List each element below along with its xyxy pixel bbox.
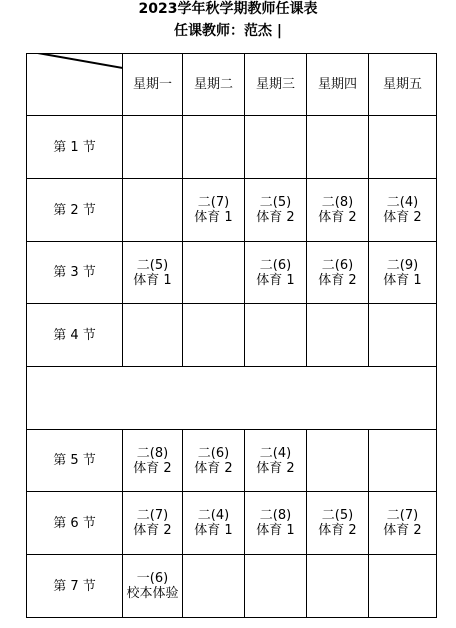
subject-name: 体育 2	[133, 460, 172, 476]
subject-name: 体育 1	[256, 523, 295, 538]
period-row	[27, 492, 437, 555]
day-header: 星期二	[183, 54, 245, 116]
period-label: 第 6 节	[27, 492, 123, 555]
class-cell	[245, 179, 307, 242]
class-cell	[307, 242, 369, 304]
corner-cell	[27, 54, 123, 116]
class-cell	[183, 492, 245, 555]
subject-name: 体育 1	[194, 210, 233, 225]
class-cell	[369, 555, 437, 618]
period-label: 第 7 节	[27, 555, 123, 618]
class-cell	[245, 430, 307, 492]
period-row	[27, 430, 437, 492]
subject-name: 体育 1	[383, 272, 422, 288]
class-cell	[245, 304, 307, 367]
class-name: 二(5)	[321, 508, 354, 523]
class-cell	[369, 304, 437, 367]
class-cell	[307, 430, 369, 492]
class-name: 二(4)	[197, 508, 230, 523]
class-cell	[245, 242, 307, 304]
diagonal-line	[27, 54, 123, 70]
teacher-name: 任课教师：范杰 |	[174, 23, 282, 39]
class-name: 二(8)	[259, 508, 292, 523]
class-name: 二(9)	[386, 257, 419, 273]
period-row	[27, 242, 437, 304]
subject-name: 体育 1	[133, 272, 172, 288]
class-name: 二(6)	[259, 257, 292, 273]
class-cell	[123, 242, 183, 304]
subject-name: 体育 2	[383, 523, 422, 538]
period-row	[27, 304, 437, 367]
class-cell	[245, 116, 307, 179]
day-header: 星期一	[123, 54, 183, 116]
break-cell	[27, 367, 437, 430]
subject-name: 体育 2	[318, 210, 357, 225]
class-cell	[183, 179, 245, 242]
break-row	[27, 367, 437, 430]
class-cell	[183, 304, 245, 367]
class-cell	[307, 304, 369, 367]
class-name: 二(7)	[136, 508, 169, 523]
class-name: 一(6)	[136, 571, 169, 586]
period-label: 第 5 节	[27, 430, 123, 492]
page-title: 2023学年秋学期教师任课表	[138, 1, 318, 17]
class-cell	[183, 555, 245, 618]
class-cell	[307, 492, 369, 555]
header-row	[27, 54, 437, 116]
subject-name: 体育 2	[256, 460, 295, 476]
class-cell	[369, 179, 437, 242]
class-name: 二(6)	[321, 257, 354, 273]
class-name: 二(6)	[197, 445, 230, 461]
period-row	[27, 116, 437, 179]
subject-name: 体育 1	[256, 272, 295, 288]
class-cell	[123, 116, 183, 179]
period-label: 第 4 节	[27, 304, 123, 367]
class-cell	[123, 555, 183, 618]
subject-name: 体育 2	[318, 523, 357, 538]
day-header: 星期四	[307, 54, 369, 116]
class-cell	[307, 555, 369, 618]
class-cell	[307, 179, 369, 242]
subject-name: 体育 2	[318, 272, 357, 288]
subject-name: 体育 2	[194, 460, 233, 476]
class-name: 二(7)	[197, 195, 230, 210]
period-label: 第 2 节	[27, 179, 123, 242]
class-cell	[123, 304, 183, 367]
class-name: 二(5)	[259, 195, 292, 210]
class-name: 二(4)	[259, 445, 292, 461]
period-label: 第 1 节	[27, 116, 123, 179]
class-name: 二(8)	[321, 195, 354, 210]
subject-name: 体育 2	[383, 210, 422, 225]
class-cell	[245, 555, 307, 618]
day-header: 星期五	[369, 54, 437, 116]
class-cell	[183, 116, 245, 179]
schedule-table	[26, 53, 437, 618]
class-cell	[123, 179, 183, 242]
class-cell	[369, 492, 437, 555]
class-cell	[369, 430, 437, 492]
period-row	[27, 179, 437, 242]
class-cell	[245, 492, 307, 555]
class-cell	[123, 430, 183, 492]
class-cell	[123, 492, 183, 555]
subject-name: 体育 2	[133, 523, 172, 538]
period-row	[27, 555, 437, 618]
period-label: 第 3 节	[27, 242, 123, 304]
day-header: 星期三	[245, 54, 307, 116]
class-cell	[369, 242, 437, 304]
class-cell	[183, 430, 245, 492]
subject-name: 体育 2	[256, 210, 295, 225]
class-cell	[183, 242, 245, 304]
subject-name: 体育 1	[194, 523, 233, 538]
class-name: 二(5)	[136, 257, 169, 273]
class-cell	[307, 116, 369, 179]
subject-name: 校本体验	[126, 586, 179, 601]
class-cell	[369, 116, 437, 179]
class-name: 二(8)	[136, 445, 169, 461]
class-name: 二(4)	[386, 195, 419, 210]
class-name: 二(7)	[386, 508, 419, 523]
